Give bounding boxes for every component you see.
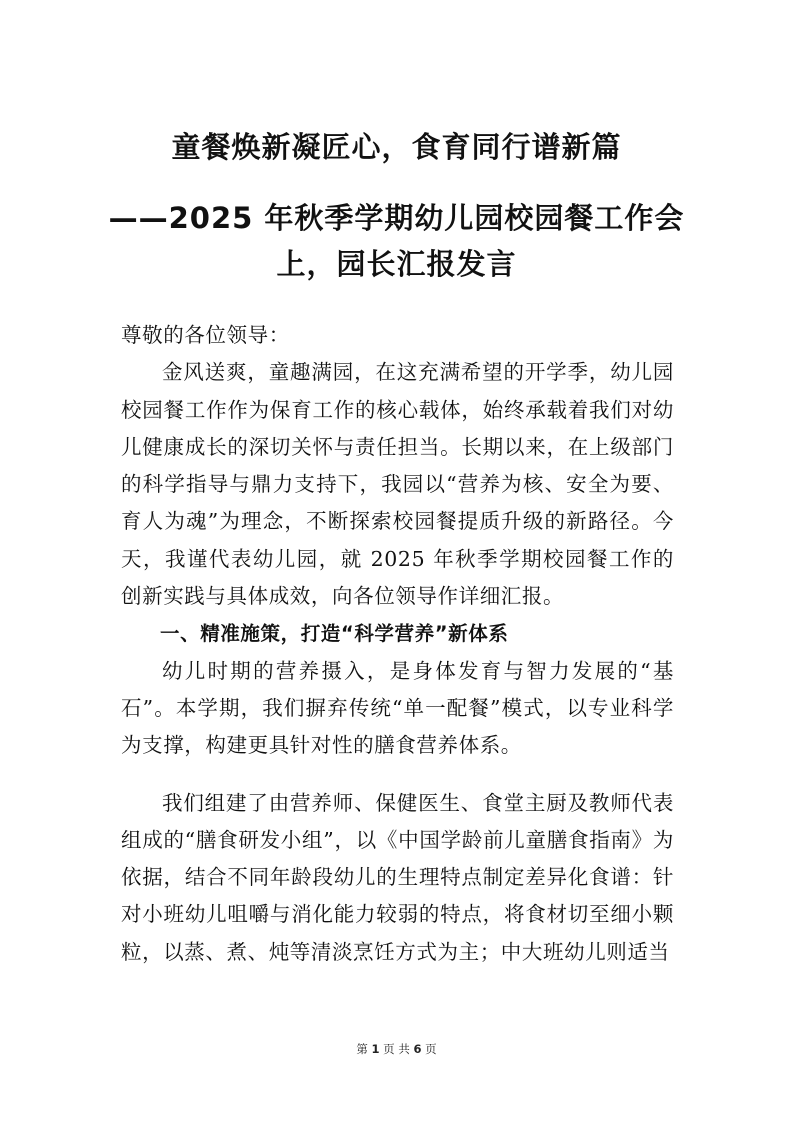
paragraph-menu: 我们组建了由营养师、保健医生、食堂主厨及教师代表组成的“膳食研发小组”，以《中国学龄前儿童膳食指南》为依据，结合不同年龄段幼儿的生理特点制定差异化食谱：针对小班幼儿咀嚼与消化能力较弱的特点，将食材切至细小颗粒，以蒸、煮、炖等清淡烹饪方式为主；中大班幼儿则适当 xyxy=(121,790,674,964)
document-body xyxy=(121,317,674,971)
footer-middle: 页 共 xyxy=(383,1042,410,1056)
footer-total-pages: 6 xyxy=(413,1042,422,1056)
footer-current-page: 1 xyxy=(371,1042,380,1056)
page-footer xyxy=(0,1041,793,1057)
title-line-2: ——2025 年秋季学期幼儿园校园餐工作会 xyxy=(108,201,685,235)
section-heading: 一、精准施策，打造“科学营养”新体系 xyxy=(160,622,509,646)
footer-suffix: 页 xyxy=(425,1042,437,1056)
paragraph-nutrition: 幼儿时期的营养摄入，是身体发育与智力发展的“基石”。本学期，我们摒弃传统“单一配餐”模式，以专业科学为支撑，构建更具针对性的膳食营养体系。 xyxy=(121,658,674,758)
footer-prefix: 第 xyxy=(356,1042,368,1056)
title-line-1: 童餐焕新凝匠心，食育同行谱新篇 xyxy=(171,130,622,164)
greeting: 尊敬的各位领导： xyxy=(121,323,290,347)
title-line-3: 上，园长汇报发言 xyxy=(276,247,517,281)
paragraph-intro: 金风送爽，童趣满园，在这充满希望的开学季，幼儿园校园餐工作作为保育工作的核心载体，始终承载着我们对幼儿健康成长的深切关怀与责任担当。长期以来，在上级部门的科学指导与鼎力支持下，我园以“营养为核、安全为要、育人为魂”为理念，不断探索校园餐提质升级的新路径。今天，我谨代表幼儿园，就 2025 年秋季学期校园餐工作的创新实践与具体成效，向各位领导作详细汇报。 xyxy=(121,360,674,609)
